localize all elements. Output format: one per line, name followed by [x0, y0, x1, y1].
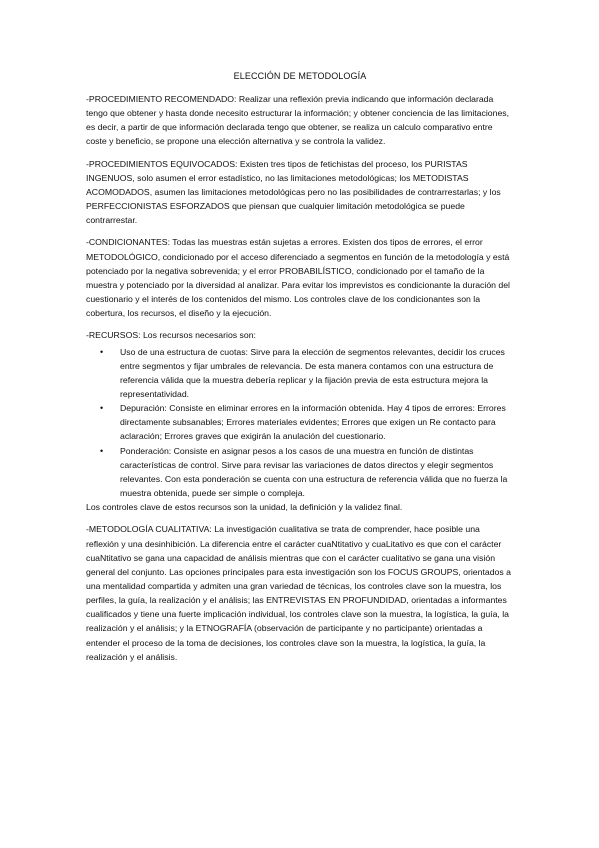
- list-item-text: Ponderación: Consiste en asignar pesos a los casos de una muestra en función de distintas características de control. Sirve para revisar las variaciones de datos directos y elegir segmentos relevantes. Con esta ponderación se cuenta con una estructura de referencia válida que no fuerza la muestra obtenida, puede ser simple o compleja.: [120, 445, 508, 499]
- document-page: [86, 70, 514, 672]
- list-item: [86, 444, 514, 501]
- bullet-icon: •: [100, 346, 104, 357]
- list-item-text: Depuración: Consiste en eliminar errores en la información obtenida. Hay 4 tipos de errores: Errores directamente subsanables; Errores materiales evidentes; Errores que exigen un Re contacto para aclaración; Errores graves que exigirán la anulación del cuestionario.: [120, 403, 506, 442]
- bullet-icon: •: [100, 445, 104, 456]
- paragraph-recursos-controles: Los controles clave de estos recursos son la unidad, la definición y la validez final.: [86, 502, 403, 513]
- list-item: [86, 345, 514, 402]
- paragraph-procedimientos-equivocados: -PROCEDIMIENTOS EQUIVOCADOS: Existen tres tipos de fetichistas del proceso, los PURISTAS INGENUOS, solo asumen el error estadístico, no las limitaciones metodológicas; los METODISTAS ACOMODADOS, asumen las limitaciones metodológicas pero no las posibilidades de contrarrestarlas; y los PERFECCIONISTAS ESFORZADOS que piensan que cualquier limitación metodológica se puede contrarrestar.: [86, 158, 501, 226]
- paragraph-condicionantes: -CONDICIONANTES: Todas las muestras están sujetas a errores. Existen dos tipos de errores, el error METODOLÓGICO, condicionado por el acceso diferenciado a segmentos en función de la metodología y está potenciado por la negativa sobrevenida; y el error PROBABILÍSTICO, condicionado por el tamaño de la muestra y potenciado por la diversidad al analizar. Para evitar los imprevistos es condicionante la duración del cuestionario y el interés de los contenidos del mismo. Los controles clave de los condicionantes son la cobertura, los recursos, el diseño y la ejecución.: [86, 237, 510, 319]
- list-item-text: Uso de una estructura de cuotas: Sirve para la elección de segmentos relevantes, decidir los cruces entre segmentos y fijar umbrales de relevancia. De esta manera contamos con una estructura de referencia válida que la muestra debería replicar y la fijación previa de esta estructura mejora la representatividad.: [120, 346, 505, 399]
- paragraph-procedimiento-recomendado: -PROCEDIMIENTO RECOMENDADO: Realizar una reflexión previa indicando que información declarada tengo que obtener y hasta donde necesito estructurar la información; y obtener conciencia de las limitaciones, es decir, a partir de que información declarada tengo que obtener, se realiza un calculo comparativo entre coste y beneficio, se propone una elección alternativa y se controla la validez.: [86, 94, 510, 147]
- document-title: ELECCIÓN DE METODOLOGÍA: [233, 71, 367, 81]
- paragraph-recursos-intro: -RECURSOS: Los recursos necesarios son:: [86, 330, 256, 341]
- list-item: [86, 401, 514, 443]
- recursos-list: [86, 345, 514, 501]
- bullet-icon: •: [100, 403, 104, 414]
- paragraph-metodologia-cualitativa: -METODOLOGÍA CUALITATIVA: La investigación cualitativa se trata de comprender, hace posible una reflexión y una desinhibición. La diferencia entre el carácter cuaNtitativo y cuaLitativo es que con el carácter cuaNtitativo se gana una capacidad de análisis mientras que con el carácter cualitativo se gana una visión general del conjunto. Las opciones principales para esta investigación son los FOCUS GROUPS, orientados a una mentalidad compartida y admiten una gran variedad de técnicas, los controles clave son la muestra, los perfiles, la guía, la realización y el análisis; las ENTREVISTAS EN PROFUNDIDAD, orientadas a informantes cualificados y tiene una fuerte implicación individual, los controles clave son la muestra, la logística, la guía, la realización y el análisis; y la ETNOGRAFÍA (observación de participante y no participante) orientadas a entender el proceso de la toma de decisiones, los controles clave son la muestra, la logística, la guía, la realización y el análisis.: [86, 524, 511, 662]
